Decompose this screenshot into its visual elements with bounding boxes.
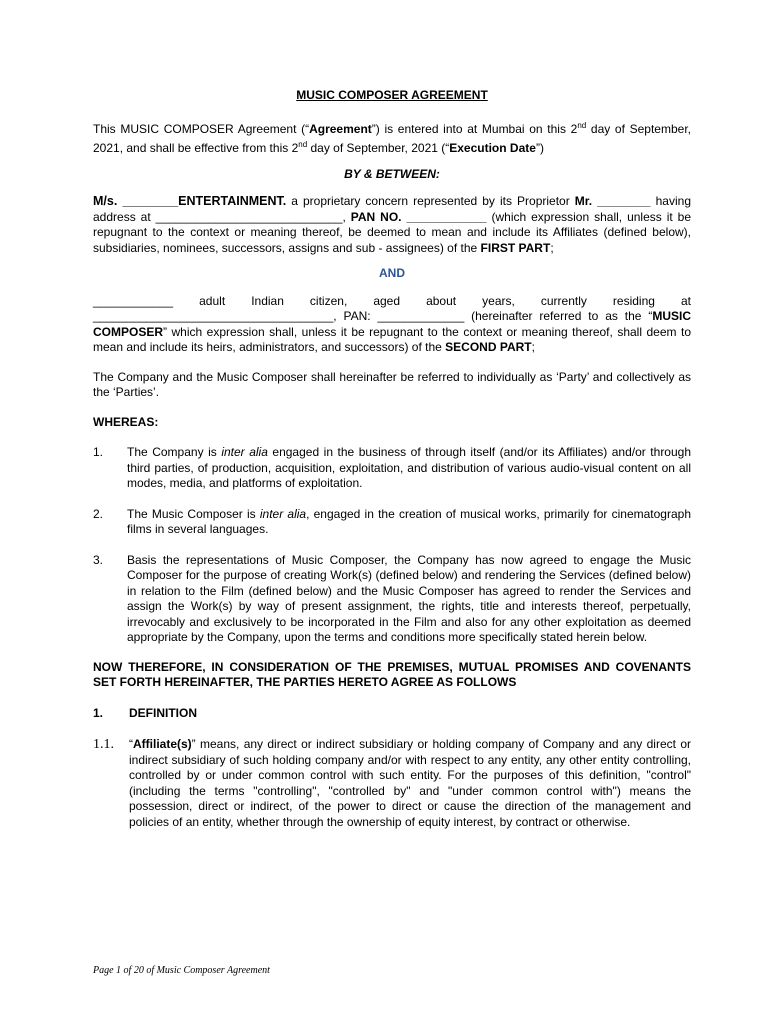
recital-number: 1. [93,445,104,459]
second-party-paragraph [93,294,691,356]
recital-item [93,553,691,646]
ordinal-suffix: nd [298,140,308,149]
definition-number: 1.1. [93,737,114,752]
first-part-term: FIRST PART [480,240,551,255]
section-heading [93,706,691,722]
by-between-heading: BY & BETWEEN: [344,166,440,181]
intro-text: ”) is entered into at Mumbai on this 2 [371,121,578,136]
recital-text [127,445,691,492]
ordinal-suffix: nd [577,120,587,130]
party-text: (which expression shall, unless it be repugnant to the context or meaning thereof, be deemed to mean and include its Affiliates (defined below), subsidiaries, nominees, successors, assigns and sub - assignees) of the [93,209,692,255]
section-number: 1. [93,705,104,720]
affiliates-term: Affiliate(s) [133,737,192,751]
recital-segment: inter alia [221,445,268,459]
execution-date-term: Execution Date [449,141,536,155]
recital-text [127,553,691,646]
party-text: ; [531,340,535,354]
whereas-heading: WHEREAS: [93,414,159,429]
party-text: ” which expression shall, unless it be repugnant to the context or meaning thereof, shall deem to mean and include its heirs, administrators, and successors) of the [93,324,691,354]
pan-number: PAN NO. ____________ [350,209,487,224]
agreement-term: Agreement [309,121,372,136]
and-heading: AND [379,266,405,280]
recital-segment: inter alia [259,506,307,521]
recital-item [93,507,691,538]
definition-segment: “ [129,737,133,751]
now-therefore-clause: NOW THEREFORE, IN CONSIDERATION OF THE PREMISES, MUTUAL PROMISES AND COVENANTS SET FORTH HEREINAFTER, THE PARTIES HERETO AGREE AS FOLLOWS [93,659,691,689]
intro-text: This MUSIC COMPOSER Agreement (“ [93,121,310,136]
proprietor-name: Mr. ________ [574,194,651,208]
definition-text [129,737,691,830]
first-party-paragraph [93,194,691,256]
recital-segment: , engaged in the creation of musical works, primarily for cinematograph films in several languages. [127,506,691,536]
intro-text: ”) [535,141,544,155]
recital-segment: Basis the representations of Music Composer, the Company has now agreed to engage the Music Composer for the purpose of creating Work(s) (defined below) and rendering the Services (defined below) in relation to the Film (defined below) and the Music Composer has agreed to render the Services and assign the Work(s) by way of present assignment, the rights, title and interests thereof, perpetually, irrevocably and exclusively to be incorporated in the Film and also for any other exploitation as deemed appropriate by the Company, upon the terms and conditions more specifically stated herein below. [127,552,691,644]
party-text: a proprietary concern represented by its Proprietor [286,194,575,208]
party-text: ____________ adult Indian citizen, aged about years, currently residing at ____________________________________, PAN: _____________ (hereinafter referred to as the “ [93,293,691,323]
page-footer: Page 1 of 20 of Music Composer Agreement [93,965,270,976]
parties-paragraph: The Company and the Music Composer shall hereinafter be referred to individually as ‘Party’ and collectively as the ‘Parties’. [93,369,691,399]
recital-number: 3. [93,552,104,567]
document-body [93,88,691,830]
recital-text [127,507,691,538]
intro-paragraph [93,118,691,157]
recital-number: 2. [93,506,104,521]
intro-text: day of September, 2021, and shall be effective from this 2 [93,121,691,155]
entity-name: M/s. ________ENTERTAINMENT. [93,194,287,208]
second-part-term: SECOND PART [445,340,532,354]
music-composer-term: MUSIC COMPOSER [93,309,691,339]
intro-text: day of September, 2021 (“ [307,141,450,155]
definition-item [93,737,691,830]
recital-segment: engaged in the business of through itself (and/or its Affiliates) and/or through third parties, of production, acquisition, exploitation, and distribution of various audio-visual content on all modes, media, and platforms of exploitation. [127,445,692,490]
recital-segment: The Company is [127,445,222,459]
recital-segment: The Music Composer is [127,506,260,521]
definition-segment: ” means, any direct or indirect subsidiary or holding company of Company and any direct or indirect subsidiary of such holding company and/or with respect to any entity, any other entity controlling, controlled by or under common control with such entity. For the purposes of this definition, "control" (including the terms "controlling", "controlled by" and "under common control with") means the possession, direct or indirect, of the power to direct or cause the direction of the management and policies of an entity, whether through the ownership of equity interest, by contract or otherwise. [129,737,691,829]
document-title: MUSIC COMPOSER AGREEMENT [296,88,488,102]
section-title: DEFINITION [129,705,197,720]
party-text: having address at ____________________________, [93,194,691,224]
recital-item [93,445,691,492]
party-text: ; [550,240,554,255]
